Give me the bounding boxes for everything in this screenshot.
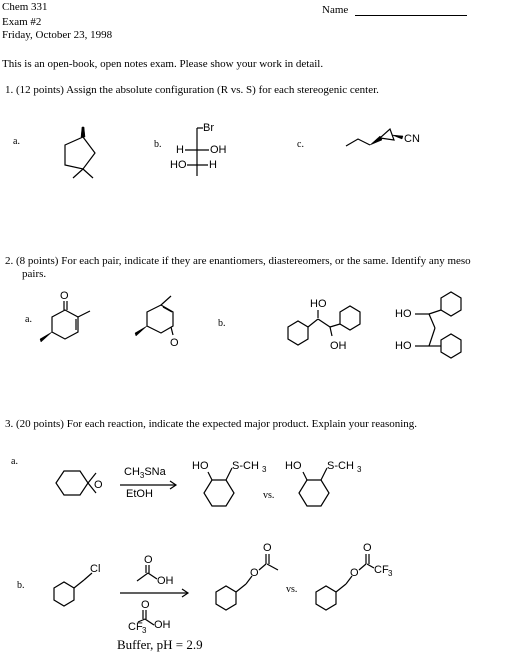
carbonyl-oxygen: O: [263, 542, 272, 554]
q1c-molecule: [340, 122, 430, 162]
hydroxyl-2: HO: [170, 159, 187, 171]
versus-b: vs.: [286, 584, 298, 595]
q1-label-a: a.: [13, 136, 20, 147]
oxygen-atom: O: [141, 599, 150, 611]
hydrogen-atom-2: H: [209, 159, 217, 171]
carbonyl-oxygen: O: [363, 542, 372, 554]
hydroxyl: HO: [285, 460, 302, 472]
trifluoromethyl-sub: 3: [388, 569, 393, 578]
reagent-etoh: EtOH: [126, 488, 153, 500]
q2b-molecule-1: [280, 292, 380, 362]
nitrile-group: CN: [404, 133, 420, 145]
q1a-molecule: [55, 125, 105, 180]
trifluoromethyl: CF: [128, 621, 143, 633]
hydroxyl-1: HO: [395, 308, 412, 320]
reagent-ch-text: CH: [124, 466, 140, 478]
q3a-product-1: [190, 455, 275, 515]
exam-label: Exam #2: [2, 16, 42, 28]
trifluoromethyl-sub: 3: [142, 626, 147, 635]
hydroxyl: OH: [157, 575, 174, 587]
question-2-text-cont: pairs.: [22, 268, 47, 280]
hydroxyl: HO: [192, 460, 209, 472]
oxygen-atom: O: [170, 337, 179, 349]
question-2-text: 2. (8 points) For each pair, indicate if they are enantiomers, diastereomers, or the same. Identify any meso: [5, 255, 471, 267]
chlorine-atom: Cl: [90, 563, 101, 575]
buffer-note: Buffer, pH = 2.9: [117, 637, 203, 652]
methylthio-sub: 3: [262, 465, 267, 474]
q3b-product-2: [312, 540, 412, 610]
bromine-atom: Br: [203, 122, 214, 134]
question-3-text: 3. (20 points) For each reaction, indicate the expected major product. Explain your reasoning.: [5, 418, 418, 430]
ester-oxygen: O: [250, 567, 259, 579]
methylthio: S-CH: [232, 460, 259, 472]
hydroxyl-bottom: OH: [330, 340, 347, 352]
q2-label-a: a.: [25, 314, 32, 325]
oxygen-atom: O: [144, 554, 153, 566]
hydroxyl: OH: [154, 619, 171, 631]
exam-date: Friday, October 23, 1998: [2, 29, 113, 41]
hydroxyl-1: OH: [210, 144, 227, 156]
q2b-molecule-2: [395, 288, 485, 368]
q3-label-b: b.: [17, 580, 25, 591]
trifluoroacetic-acid: [126, 598, 186, 636]
question-1-text: 1. (12 points) Assign the absolute configuration (R vs. S) for each stereogenic center.: [5, 84, 379, 96]
hydroxyl-top: HO: [310, 298, 327, 310]
q3b-benzyl-chloride: [50, 560, 110, 615]
q3b-product-1: [212, 540, 292, 610]
instructions: This is an open-book, open notes exam. Please show your work in detail.: [2, 58, 324, 70]
reagent-sna-text: SNa: [144, 466, 166, 478]
versus-a: vs.: [263, 490, 275, 501]
q3-label-a: a.: [11, 456, 18, 467]
reagent-sub: 3: [139, 471, 145, 481]
methylthio-sub: 3: [357, 465, 362, 474]
q1-label-c: c.: [297, 139, 304, 150]
q2a-molecule-2: [125, 290, 190, 350]
q2a-molecule-1: [38, 290, 98, 350]
q1b-fischer: [170, 120, 240, 180]
q1-label-b: b.: [154, 139, 162, 150]
q3a-epoxide: [52, 465, 112, 505]
name-field-line[interactable]: [355, 15, 467, 16]
oxygen-atom: O: [60, 290, 69, 302]
methylthio: S-CH: [327, 460, 354, 472]
ester-oxygen: O: [350, 567, 359, 579]
q2-label-b: b.: [218, 318, 226, 329]
hydroxyl-2: HO: [395, 340, 412, 352]
course-label: Chem 331: [2, 1, 48, 13]
oxygen-atom: O: [94, 479, 103, 491]
hydrogen-atom-1: H: [176, 144, 184, 156]
name-label: Name: [322, 4, 349, 16]
q3a-product-2: [285, 455, 370, 515]
acetic-acid: [135, 553, 185, 588]
trifluoromethyl: CF: [374, 564, 389, 576]
